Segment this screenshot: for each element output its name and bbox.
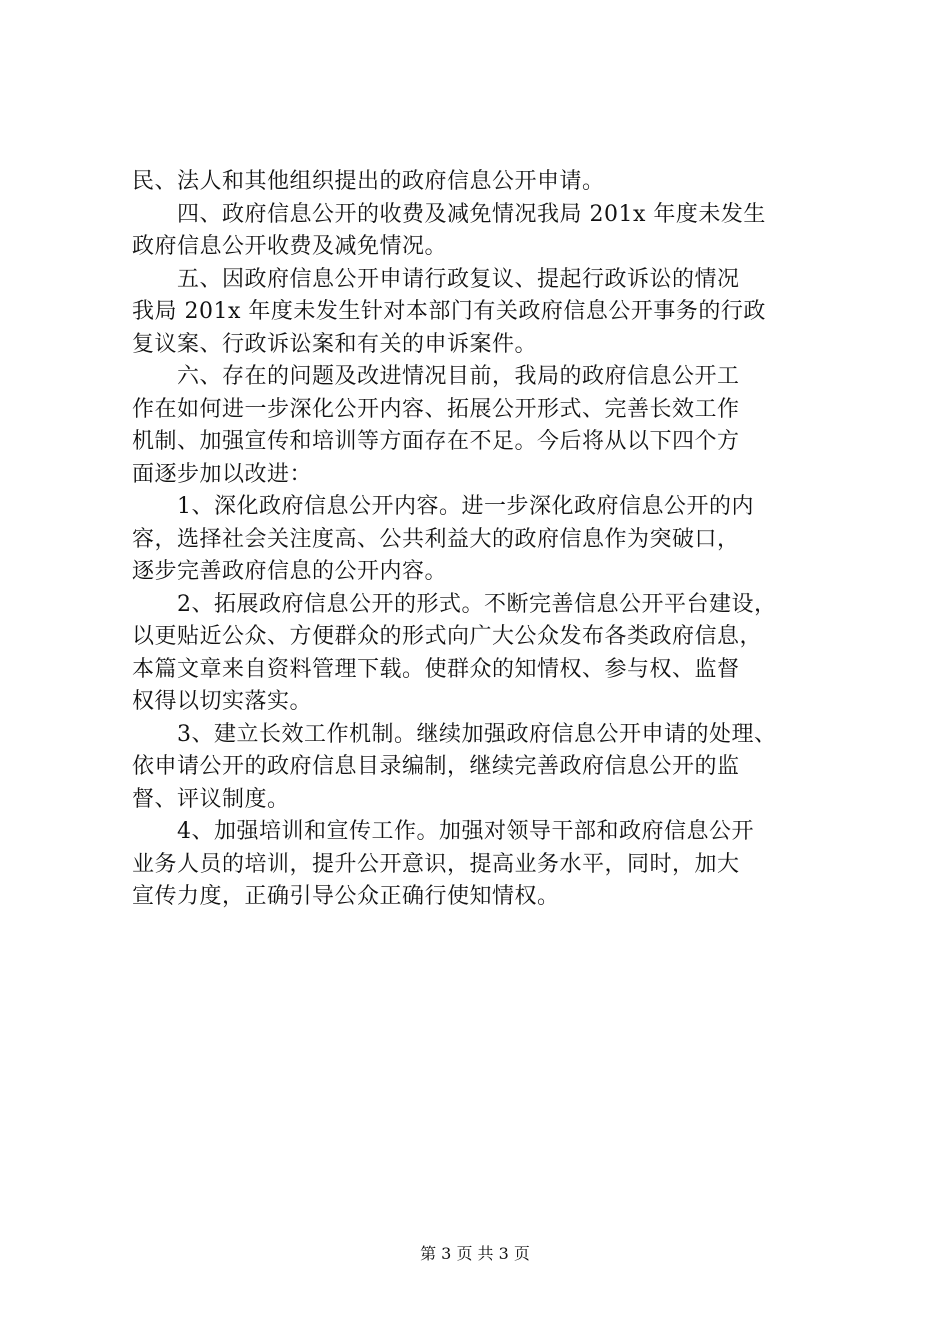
paragraph-1 xyxy=(132,166,832,199)
text-line: 六、存在的问题及改进情况目前，我局的政府信息公开工 xyxy=(132,364,740,389)
text-line: 五、因政府信息公开申请行政复议、提起行政诉讼的情况 xyxy=(132,266,740,292)
text-line: 容，选择社会关注度高、公共利益大的政府信息作为突破口， xyxy=(132,526,740,552)
text-line: 面逐步加以改进： xyxy=(132,461,313,487)
text-line: 我局 201x 年度未发生针对本部门有关政府信息公开事务的行政 xyxy=(132,299,766,324)
text-line: 权得以切实落实。 xyxy=(132,689,313,714)
document-body xyxy=(132,166,832,914)
text-line: 本篇文章来自资料管理下载。使群众的知情权、参与权、监督 xyxy=(132,656,740,682)
text-line: 四、政府信息公开的收费及减免情况我局 201x 年度未发生 xyxy=(132,201,766,227)
text-line: 以更贴近公众、方便群众的形式向广大公众发布各类政府信息， xyxy=(132,624,763,649)
text-line: 宣传力度，正确引导公众正确行使知情权。 xyxy=(132,884,560,909)
paragraph-8 xyxy=(132,816,832,914)
text-line: 作在如何进一步深化公开内容、拓展公开形式、完善长效工作 xyxy=(132,396,740,422)
text-line: 依申请公开的政府信息目录编制，继续完善政府信息公开的监 xyxy=(132,754,740,779)
paragraph-2 xyxy=(132,199,832,264)
page-number-label: 第 3 页 共 3 页 xyxy=(420,1244,530,1263)
text-line: 民、法人和其他组织提出的政府信息公开申请。 xyxy=(132,169,605,194)
text-line: 1、深化政府信息公开内容。进一步深化政府信息公开的内 xyxy=(132,494,754,519)
paragraph-4 xyxy=(132,361,832,491)
text-line: 督、评议制度。 xyxy=(132,786,290,812)
paragraph-7 xyxy=(132,719,832,817)
text-line: 逐步完善政府信息的公开内容。 xyxy=(132,559,448,584)
paragraph-5 xyxy=(132,491,832,589)
text-line: 2、拓展政府信息公开的形式。不断完善信息公开平台建设， xyxy=(132,591,777,617)
text-line: 3、建立长效工作机制。继续加强政府信息公开申请的处理、 xyxy=(132,721,777,747)
text-line: 政府信息公开收费及减免情况。 xyxy=(132,234,448,259)
text-line: 机制、加强宣传和培训等方面存在不足。今后将从以下四个方 xyxy=(132,429,740,454)
text-line: 业务人员的培训，提升公开意识，提高业务水平，同时，加大 xyxy=(132,851,740,877)
text-line: 4、加强培训和宣传工作。加强对领导干部和政府信息公开 xyxy=(132,819,754,844)
paragraph-3 xyxy=(132,264,832,362)
paragraph-6 xyxy=(132,589,832,719)
page-footer xyxy=(0,1242,950,1266)
text-line: 复议案、行政诉讼案和有关的申诉案件。 xyxy=(132,331,538,357)
